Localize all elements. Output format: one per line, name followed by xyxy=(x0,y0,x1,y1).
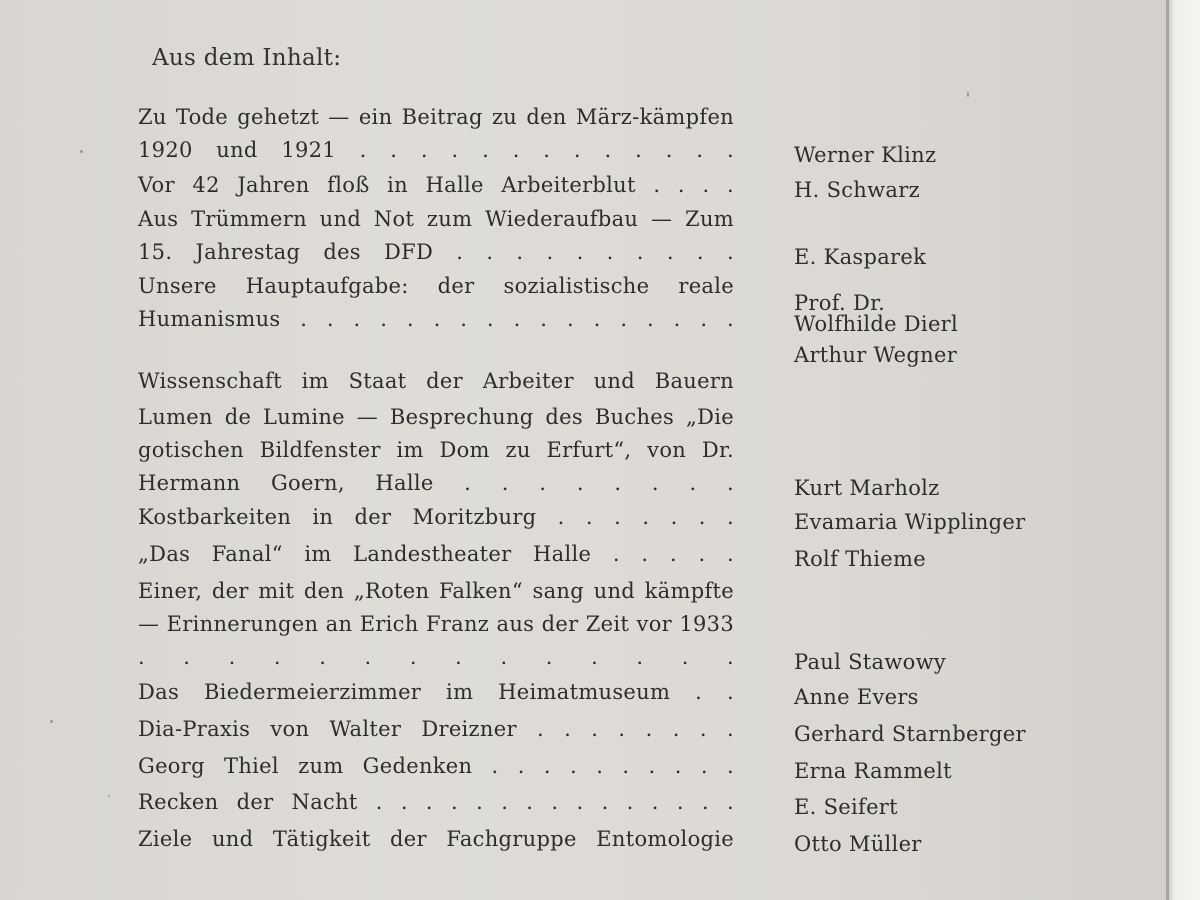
entry-title: Recken der Nacht . . . . . . . . . . . . . . . xyxy=(138,790,734,814)
entry-title: Unsere Hauptaufgabe: der sozialistische reale Humanismus . . . . . . . . . . . . . . . . . xyxy=(138,274,734,331)
entry-author-line: Arthur Wegner xyxy=(794,343,958,367)
entry-title: Zu Tode gehetzt — ein Beitrag zu den März-kämpfen 1920 und 1921 . . . . . . . . . . . . . xyxy=(138,105,734,162)
entry-title: Das Biedermeierzimmer im Heimatmuseum . . xyxy=(138,680,734,704)
entry-author: E. Kasparek xyxy=(794,245,927,269)
entry-title: Wissenschaft im Staat der Arbeiter und Bauern xyxy=(138,369,734,393)
entry-title: „Das Fanal“ im Landestheater Halle . . . . . xyxy=(138,542,734,566)
entry-author: E. Seifert xyxy=(794,795,898,819)
entry-author: Kurt Marholz xyxy=(794,476,940,500)
paper-speck xyxy=(108,795,110,797)
toc-entry xyxy=(138,401,1068,500)
toc-entry xyxy=(138,676,1068,709)
toc-entry xyxy=(138,575,1068,674)
entry-author: Evamaria Wipplinger xyxy=(794,510,1026,534)
paper-speck xyxy=(80,150,83,153)
entry-title: Georg Thiel zum Gedenken . . . . . . . . . . xyxy=(138,754,734,778)
entry-title: Kostbarkeiten in der Moritzburg . . . . . . . xyxy=(138,505,734,529)
toc-entry xyxy=(138,169,1068,202)
entry-title: Einer, der mit den „Roten Falken“ sang und kämpfte — Erinnerungen an Erich Franz aus der Zeit vor 1933 . . . . . . . . . . . . . . xyxy=(138,579,734,669)
toc-entry xyxy=(138,101,1068,167)
entry-author: Gerhard Starnberger xyxy=(794,722,1026,746)
entry-title: Vor 42 Jahren floß in Halle Arbeiterblut . . . . xyxy=(138,173,734,197)
toc-entry xyxy=(138,823,1068,856)
entry-author: Rolf Thieme xyxy=(794,547,926,571)
page-edge xyxy=(1166,0,1200,900)
entry-title: Aus Trümmern und Not zum Wiederaufbau — Zum 15. Jahrestag des DFD . . . . . . . . . . xyxy=(138,207,734,264)
entry-author xyxy=(794,264,957,394)
entry-author: Otto Müller xyxy=(794,832,922,856)
paper-speck xyxy=(967,92,969,97)
toc-entry xyxy=(138,750,1068,783)
entry-author: Werner Klinz xyxy=(794,143,937,167)
entry-author: Paul Stawowy xyxy=(794,650,947,674)
toc-entry xyxy=(138,203,1068,269)
toc-entry xyxy=(138,786,1068,819)
paper-speck xyxy=(50,720,53,723)
toc-entry xyxy=(138,538,1068,571)
entry-author-line: Prof. Dr. xyxy=(794,291,886,315)
entry-title: Dia-Praxis von Walter Dreizner . . . . . . . . xyxy=(138,717,734,741)
entry-author: Anne Evers xyxy=(794,685,919,709)
entry-title: Lumen de Lumine — Besprechung des Buches „Die gotischen Bildfenster im Dom zu Erfurt“, von Dr. Hermann Goern, Halle . . . . . . . . xyxy=(138,405,734,495)
toc-heading: Aus dem Inhalt: xyxy=(152,45,342,71)
toc-entry xyxy=(138,501,1068,534)
toc-entry xyxy=(138,713,1068,746)
entry-author: Erna Rammelt xyxy=(794,759,952,783)
entry-author: H. Schwarz xyxy=(794,178,920,202)
entry-title: Ziele und Tätigkeit der Fachgruppe Entomologie xyxy=(138,827,734,851)
entry-author: Wolfhilde Dierl xyxy=(794,312,959,336)
